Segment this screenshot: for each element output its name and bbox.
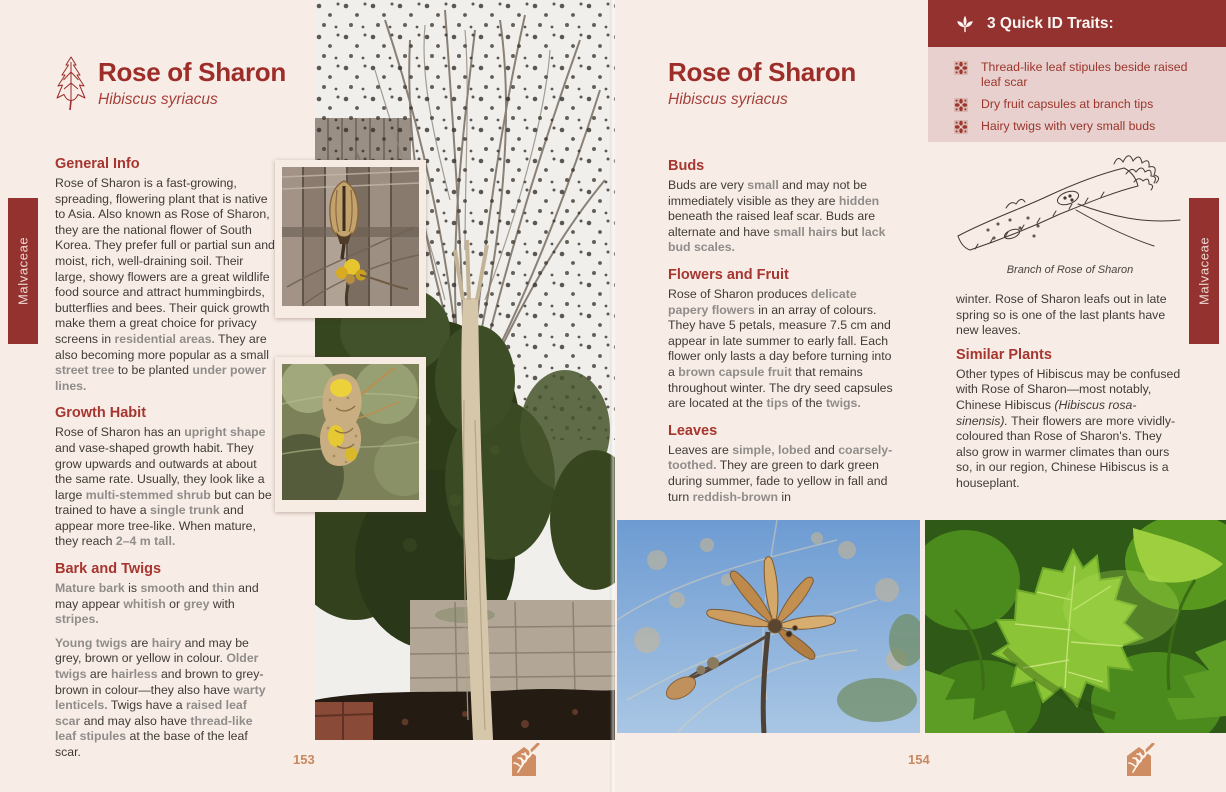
- section-heading: Leaves: [668, 422, 718, 439]
- family-tab-left: [8, 198, 38, 344]
- page-number-left: 153: [293, 752, 315, 767]
- section-paragraph: Other types of Hibiscus may be confused with Rose of Sharon—most notably, Chinese Hibiscus (Hibiscus rosa-sinensis). Their flowers are more vividly-coloured than Rose of Sharon's. They also grow in warmer climates than ours so, in our region, Chinese Hibiscus is a houseplant.: [956, 366, 1181, 490]
- right-column-2: [956, 292, 1184, 500]
- plant-common-name: Rose of Sharon: [98, 57, 286, 87]
- section-paragraph: Young twigs are hairy and may be grey, brown or yellow in colour. Older twigs are hairless and brown to grey-brown in colour—they also have warty lenticels. Twigs have a raised leaf scar and may also have thread-like leaf stipules at the base of the leaf scar.: [55, 635, 266, 759]
- section-heading: Bark and Twigs: [55, 561, 162, 578]
- illustration-caption: Branch of Rose of Sharon: [1006, 264, 1134, 276]
- capsule-closeup-photo: [275, 160, 426, 318]
- page-title-right: [668, 57, 856, 109]
- publisher-logo: [508, 743, 540, 779]
- plant-common-name: Rose of Sharon: [668, 57, 856, 87]
- sprout-icon: [954, 13, 976, 35]
- floral-ornament-icon: [954, 98, 968, 112]
- branch-illustration: [948, 148, 1192, 258]
- quick-id-trait: Hairy twigs with very small buds: [954, 119, 1206, 134]
- right-column-1: [668, 158, 896, 513]
- section-heading: Similar Plants: [956, 346, 1052, 363]
- section-paragraph: Leaves are simple, lobed and coarsely-toothed. They are green to dark green during summer, fade to yellow in fall and turn reddish-brown in: [668, 442, 893, 504]
- section-paragraph: Rose of Sharon is a fast-growing, spreading, flowering plant that is native to Asia. Also known as Rose of Sharon, they are the national flower of South Korea. They prefer full or partial sun and moist, rich, well-draining soil. Their large, showy flowers are a great wildlife food source and attract hummingbirds, butterflies and bees. Their quick growth make them a great choice for privacy screens in residential areas. They are also becoming more popular as a small street tree to be planted under power lines.: [55, 176, 275, 393]
- quick-id-trait: Dry fruit capsules at branch tips: [954, 97, 1206, 112]
- quick-id-header: [928, 0, 1226, 47]
- plant-latin-name: Hibiscus syriacus: [668, 91, 788, 108]
- floral-ornament-icon: [954, 120, 968, 134]
- section-paragraph: Rose of Sharon has an upright shape and vase-shaped growth habit. They grow upwards and outwards at about the same rate. Usually, they look like a large multi-stemmed shrub but can be trained to have a single trunk and appear more tree-like. When mature, they reach 2–4 m tall.: [55, 425, 272, 549]
- section-heading: Growth Habit: [55, 405, 147, 422]
- bud-closeup-photo: [275, 357, 426, 512]
- family-tab-label: Malvaceae: [15, 236, 31, 306]
- section-heading: Buds: [668, 158, 705, 174]
- left-text-column: [55, 156, 275, 769]
- publisher-logo: [1123, 743, 1155, 779]
- quick-id-trait: Thread-like leaf stipules beside raised leaf scar: [954, 60, 1206, 90]
- green-leaves-photo: [925, 520, 1226, 733]
- section-heading: General Info: [55, 156, 140, 172]
- quick-id-list: [928, 47, 1226, 142]
- similar-plants-section: [956, 347, 1184, 492]
- quick-id-title: 3 Quick ID Traits:: [987, 14, 1114, 32]
- section-heading: Flowers and Fruit: [668, 266, 789, 283]
- section-paragraph: Mature bark is smooth and thin and may appear whitish or grey with stripes.: [55, 581, 259, 627]
- leaf-outline-icon: [50, 54, 92, 112]
- right-page: [613, 0, 1226, 792]
- floral-ornament-icon: [954, 61, 968, 75]
- section-paragraph: Buds are very small and may not be immediately visible as they are hidden beneath the raised leaf scar. Buds are alternate and have small hairs but lack bud scales.: [668, 178, 886, 255]
- seed-capsule-photo: [617, 520, 920, 733]
- continuation-paragraph: winter. Rose of Sharon leafs out in late spring so is one of the last plants have new leaves.: [956, 292, 1167, 338]
- plant-latin-name: Hibiscus syriacus: [98, 91, 218, 108]
- page-title-left: [98, 57, 286, 109]
- family-tab-right: [1189, 198, 1219, 344]
- section-paragraph: Rose of Sharon produces delicate papery flowers in an array of colours. They have 5 petals, measure 7.5 cm and appear in late summer to early fall. Each flower only lasts a day before turning into a brown capsule fruit that remains throughout winter. The dry seed capsules are located at the tips of the twigs.: [668, 286, 893, 411]
- page-number-right: 154: [908, 752, 930, 767]
- family-tab-label: Malvaceae: [1196, 236, 1212, 306]
